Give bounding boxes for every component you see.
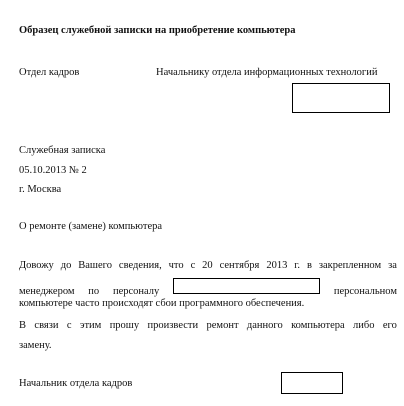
word: сведения, (118, 260, 162, 271)
paragraph-2-line-1 (19, 319, 397, 332)
word: данного (246, 320, 283, 331)
employee-name-field[interactable] (173, 278, 320, 294)
signature-field[interactable] (281, 372, 343, 394)
word: произвести (147, 320, 199, 331)
word: в (306, 260, 312, 271)
paragraph-2-line-2: замену. (19, 340, 52, 351)
word: ремонт (206, 320, 239, 331)
word: с (190, 260, 196, 271)
word: либо (353, 320, 375, 331)
word: В (19, 320, 27, 331)
memo-subject: О ремонте (замене) компьютера (19, 221, 163, 232)
word: персональном (333, 286, 397, 297)
word: персоналу (112, 286, 160, 297)
word: его (382, 320, 397, 331)
paragraph-2 (19, 319, 397, 359)
memo-city: г. Москва (19, 184, 62, 195)
word: по (88, 286, 100, 297)
memo-type: Служебная записка (19, 145, 106, 156)
addressee: Начальнику отдела информационных технологий (156, 67, 378, 78)
word: прошу (109, 320, 140, 331)
word: компьютера (291, 320, 345, 331)
word: что (168, 260, 184, 271)
paragraph-1-line-1 (19, 259, 397, 272)
paragraph-1-line-2 (19, 278, 397, 297)
word: 2013 (266, 260, 288, 271)
word: г. (294, 260, 301, 271)
word: связи (34, 320, 59, 331)
word: сентября (219, 260, 260, 271)
word: Довожу (19, 260, 54, 271)
paragraph-1 (19, 259, 397, 319)
paragraph-1-line-3: компьютере часто происходят сбои программного обеспечения. (19, 298, 305, 309)
sender-department: Отдел кадров (19, 67, 80, 78)
word: менеджером (19, 286, 75, 297)
word: с (66, 320, 72, 331)
addressee-name-field[interactable] (292, 83, 390, 113)
word: за (388, 260, 397, 271)
word: Вашего (78, 260, 112, 271)
word: этим (79, 320, 102, 331)
word: 20 (202, 260, 213, 271)
word: закрепленном (318, 260, 382, 271)
memo-date-number: 05.10.2013 № 2 (19, 165, 87, 176)
signer-title: Начальник отдела кадров (19, 378, 133, 389)
document-title: Образец служебной записки на приобретение компьютера (19, 25, 296, 36)
word: до (60, 260, 72, 271)
